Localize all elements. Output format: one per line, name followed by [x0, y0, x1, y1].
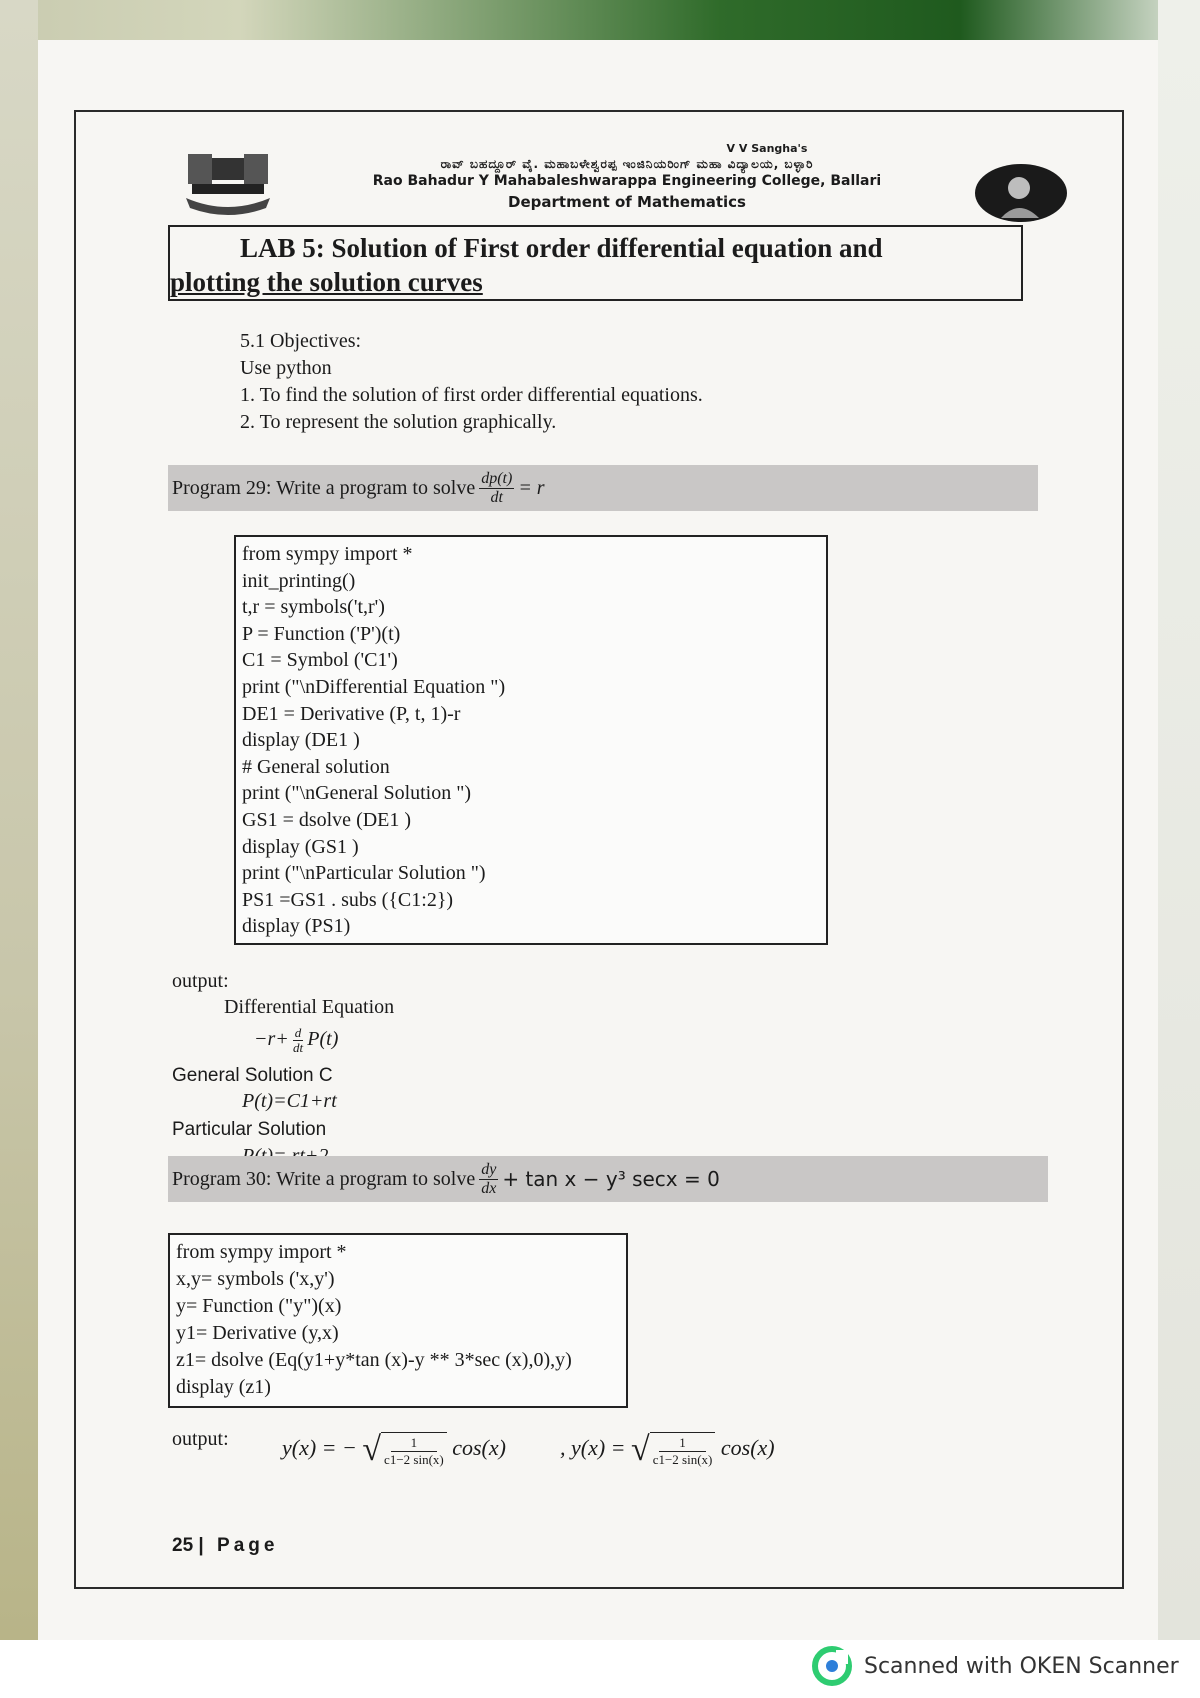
college-name-kannada: ರಾವ್ ಬಹದ್ದೂರ್ ವೈ. ಮಹಾಬಳೇಶ್ವರಪ್ಪ ಇಂಜಿನಿಯರಿಂಗ್ ಮಹಾ ವಿದ್ಯಾಲಯ, ಬಳ್ಳಾರಿ [440, 157, 814, 171]
solution-1-prefix: y(x) = − [282, 1435, 357, 1461]
output-30-label: output: [172, 1428, 229, 1450]
college-name: Rao Bahadur Y Mahabaleshwarappa Engineering College, Ballari [372, 173, 882, 189]
scanner-logo-icon [812, 1646, 852, 1686]
objectives-heading: 5.1 Objectives: [240, 330, 362, 352]
solution-2 [560, 1432, 775, 1468]
program-29-rhs: = r [518, 476, 545, 499]
sqrt-fraction [650, 1432, 716, 1468]
program-30-code: from sympy import * x,y= symbols ('x,y') y= Function ("y")(x) y1= Derivative (y,x) z1= dsolve (Eq(y1+y*tan (x)-y ** 3*sec (x),0),y) display (z1) [168, 1233, 628, 1408]
differential-equation-expr [254, 1026, 338, 1055]
fraction-denominator: dt [490, 488, 503, 506]
program-29-fraction [479, 470, 514, 507]
sqrt-expression [631, 1432, 715, 1468]
objectives-use: Use python [240, 357, 332, 379]
sqrt-icon: √ [631, 1431, 650, 1468]
sqrt-icon: √ [362, 1431, 382, 1468]
general-solution-label: General Solution C [172, 1065, 333, 1086]
program-29-heading [168, 465, 1038, 511]
lab-title-line1: LAB 5: Solution of First order differential equation and [240, 233, 883, 263]
general-solution-expr: P(t)=C1+rt [242, 1090, 337, 1112]
objective-item-2: 2. To represent the solution graphically. [240, 411, 557, 433]
de-expr-prefix: −r+ [254, 1028, 289, 1051]
program-30-fraction [479, 1161, 498, 1198]
fraction-numerator: dy [481, 1160, 497, 1178]
lab-title-box [168, 225, 1023, 301]
page-footer [172, 1535, 278, 1557]
college-emblem-logo [182, 150, 274, 216]
program-30-rhs: + tan x − y³ secx = 0 [502, 1167, 720, 1191]
page-word: | Page [198, 1535, 279, 1556]
fraction-denominator: dx [481, 1179, 497, 1197]
de-fraction-numerator: d [294, 1025, 302, 1040]
sqrt-denominator: c1−2 sin(x) [384, 1452, 444, 1467]
objectives-section [240, 328, 703, 436]
program-29-code: from sympy import * init_printing() t,r = symbols('t,r') P = Function ('P')(t) C1 = Symbol ('C1') print ("\nDifferential Equation ") DE1 = Derivative (P, t, 1)-r display (DE1 ) # General solution print ("\nGeneral Solution ") GS1 = dsolve (DE1 ) display (GS1 ) print ("\nParticular Solution ") PS1 =GS1 . subs ({C1:2}) display (PS1) [234, 535, 828, 945]
photo-background-right [1158, 0, 1200, 1640]
fraction-numerator: dp(t) [481, 469, 513, 487]
photo-background-left [0, 0, 38, 1640]
sqrt-numerator: 1 [391, 1435, 438, 1452]
sqrt-expression [362, 1432, 446, 1468]
scanner-text: Scanned with OKEN Scanner [864, 1653, 1179, 1679]
page-number: 25 [172, 1535, 194, 1556]
de-fraction [293, 1026, 304, 1055]
de-expr-suffix: P(t) [307, 1028, 339, 1051]
program-29-text: Program 29: Write a program to solve [172, 476, 476, 499]
objective-item-1: 1. To find the solution of first order differential equations. [240, 384, 703, 406]
scanner-watermark [812, 1646, 1179, 1686]
sangha-name: V V Sangha's [726, 142, 808, 155]
lab-title-line2: plotting the solution curves [170, 267, 483, 297]
output-29-label: output: [172, 970, 229, 992]
solution-1 [282, 1432, 506, 1468]
sqrt-denominator: c1−2 sin(x) [652, 1452, 713, 1467]
differential-equation-label: Differential Equation [224, 996, 395, 1018]
de-fraction-denominator: dt [292, 1040, 304, 1055]
department-name: Department of Mathematics [508, 193, 746, 211]
sqrt-numerator: 1 [659, 1435, 706, 1452]
particular-solution-label: Particular Solution [172, 1119, 327, 1140]
program-30-heading [168, 1156, 1048, 1202]
college-header [282, 142, 972, 211]
sqrt-fraction [381, 1432, 447, 1468]
solution-2-suffix: cos(x) [720, 1435, 775, 1461]
solution-2-prefix: , y(x) = [560, 1435, 626, 1461]
solution-1-suffix: cos(x) [452, 1435, 506, 1461]
founder-portrait-logo [973, 162, 1069, 224]
photo-background-top [0, 0, 1200, 40]
program-30-text: Program 30: Write a program to solve [172, 1167, 476, 1190]
